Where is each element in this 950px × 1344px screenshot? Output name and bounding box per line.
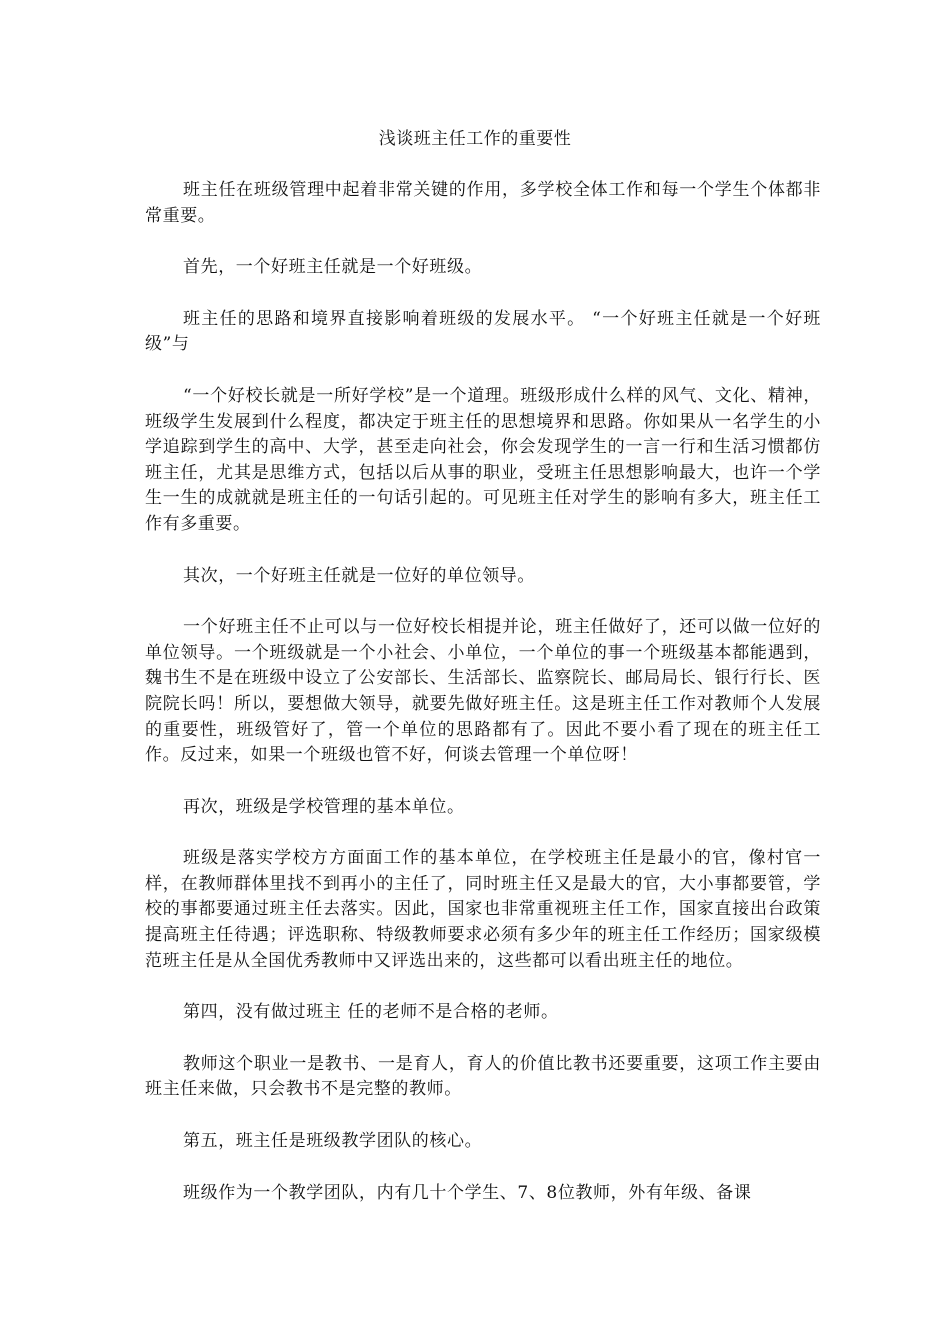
document-body: [145, 178, 821, 1232]
paragraph-10: 教师这个职业一是教书、一是育人，育人的价值比教书还要重要，这项工作主要由班主任来做，只会教书不是完整的教师。: [145, 1053, 821, 1100]
paragraph-4: “一个好校长就是一所好学校”是一个道理。班级形成什么样的风气、文化、精神，班级学生发展到什么程度，都决定于班主任的思想境界和思路。你如果从一名学生的小学追踪到学生的高中、大学，甚至走向社会，你会发现学生的一言一行和生活习惯都仿班主任，尤其是思维方式，包括以后从事的职业，受班主任思想影响最大，也许一个学生一生的成就就是班主任的一句话引起的。可见班主任对学生的影响有多大，班主任工作有多重要。: [145, 385, 821, 534]
paragraph-12: 班级作为一个教学团队，内有几十个学生、7、8位教师，外有年级、备课: [183, 1182, 752, 1203]
paragraph-7: 再次，班级是学校管理的基本单位。: [183, 796, 465, 817]
paragraph-11: 第五，班主任是班级教学团队的核心。: [183, 1131, 483, 1152]
paragraph-9: 第四，没有做过班主 任的老师不是合格的老师。: [183, 1002, 559, 1023]
paragraph-6: 一个好班主任不止可以与一位好校长相提并论，班主任做好了，还可以做一位好的单位领导。一个班级就是一个小社会、小单位，一个单位的事一个班级基本都能遇到，魏书生不是在班级中设立了公安部长、生活部长、监察院长、邮局局长、银行行长、医院院长吗！所以，要想做大领导，就要先做好班主任。这是班主任工作对教师个人发展的重要性，班级管好了，管一个单位的思路都有了。因此不要小看了现在的班主任工作。反过来，如果一个班级也管不好，何谈去管理一个单位呀！: [145, 617, 821, 766]
paragraph-3: 班主任的思路和境界直接影响着班级的发展水平。 “一个好班主任就是一个好班级”与: [145, 308, 821, 355]
paragraph-1: 班主任在班级管理中起着非常关键的作用，多学校全体工作和每一个学生个体都非常重要。: [145, 180, 821, 226]
document-title: 浅谈班主任工作的重要性: [378, 129, 572, 149]
paragraph-5: 其次，一个好班主任就是一位好的单位领导。: [183, 565, 535, 586]
paragraph-8: 班级是落实学校方方面面工作的基本单位，在学校班主任是最小的官，像村官一样，在教师群体里找不到再小的主任了，同时班主任又是最大的官，大小事都要管，学校的事都要通过班主任去落实。因此，国家也非常重视班主任工作，国家直接出台政策提高班主任待遇；评选职称、特级教师要求必须有多少年的班主任工作经历；国家级模范班主任是从全国优秀教师中又评选出来的，这些都可以看出班主任的地位。: [145, 848, 821, 971]
paragraph-2: 首先，一个好班主任就是一个好班级。: [183, 257, 483, 278]
